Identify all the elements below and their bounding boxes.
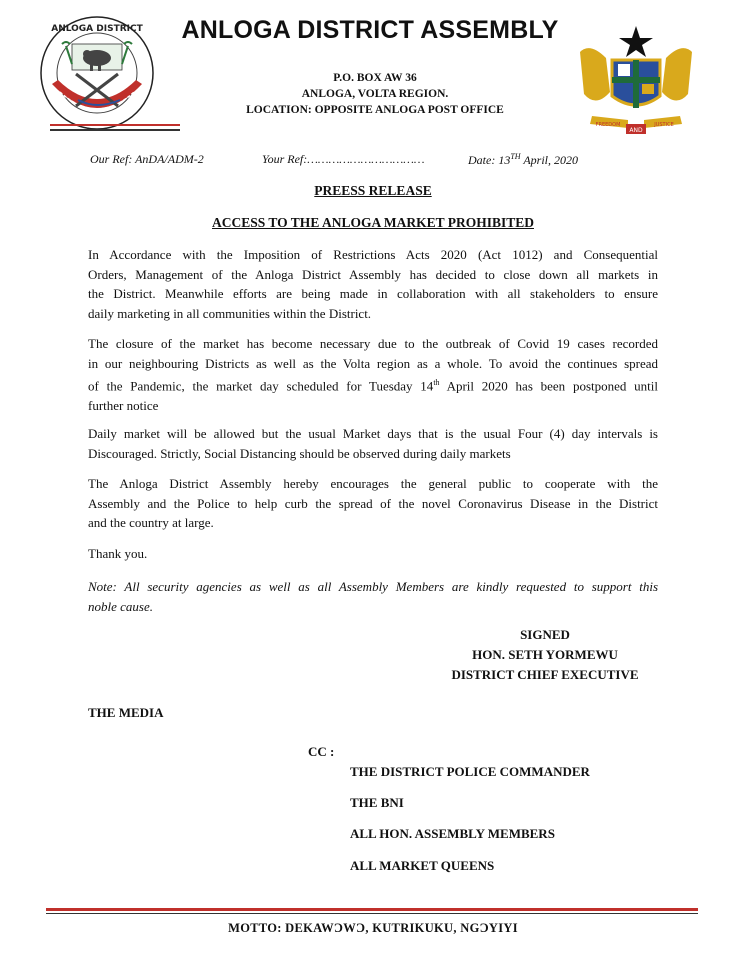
cc-item: ALL HON. ASSEMBLY MEMBERS: [350, 826, 555, 841]
emblem-top-text: ANLOGA DISTRICT: [51, 24, 143, 34]
address-line-1: P.O. BOX AW 36: [333, 72, 417, 84]
paragraph-4: [88, 474, 658, 533]
header-decorative-lines: [50, 124, 180, 134]
note-line: Note: All security agencies as well as all Assembly Members are kindly requested to support this: [88, 579, 658, 594]
paragraph-line: In Accordance with the Imposition of Restrictions Acts 2020 (Act 1012) and Consequential: [88, 247, 658, 262]
paragraph-line: Discouraged. Strictly, Social Distancing should be observed during daily markets: [88, 445, 511, 461]
crest-base-text: AND: [629, 127, 643, 134]
our-ref: Our Ref: AnDA/ADM-2: [90, 152, 204, 166]
paragraph-line: The closure of the market has become necessary due to the outbreak of Covid 19 cases recorded: [88, 336, 658, 351]
paragraph-1: [88, 245, 658, 323]
coat-of-arms-logo: [570, 22, 702, 140]
date: [468, 152, 578, 168]
date-suffix: April, 2020: [520, 153, 579, 167]
press-release-heading: PREESS RELEASE: [314, 183, 432, 198]
district-emblem-logo: [38, 14, 156, 132]
cc-label: CC :: [308, 744, 335, 759]
paragraph-line: in our neighbouring Districts as well as the Volta region as a whole. To avoid the continues spread: [88, 355, 658, 371]
subject-heading: ACCESS TO THE ANLOGA MARKET PROHIBITED: [212, 215, 534, 230]
crest-banner-left: FREEDOM: [595, 122, 621, 128]
paragraph-line: The Anloga District Assembly hereby encourages the general public to cooperate with the: [88, 476, 658, 491]
paragraph-text: of the Pandemic, the market day scheduled for Tuesday 14: [88, 378, 434, 394]
signatory-title: DISTRICT CHIEF EXECUTIVE: [451, 667, 639, 682]
signatory-name: HON. SETH YORMEWU: [472, 647, 618, 662]
motto: MOTTO: DEKAWƆWƆ, KUTRIKUKU, NGƆYIYI: [228, 921, 518, 935]
paragraph-text: April 2020 has been postponed until: [439, 378, 658, 394]
cc-item: THE DISTRICT POLICE COMMANDER: [350, 764, 590, 779]
crest-banner-right: JUSTICE: [654, 122, 674, 128]
note-line: noble cause.: [88, 598, 153, 614]
note-paragraph: [88, 577, 658, 616]
your-ref: Your Ref:……………………………: [262, 152, 425, 166]
paragraph-2: [88, 334, 658, 415]
paragraph-line: the District. Meanwhile efforts are being made in collaboration with all stakeholders to ensure: [88, 286, 658, 301]
paragraph-sup: th: [433, 378, 440, 387]
paragraph-line: and the country at large.: [88, 515, 214, 530]
footer-divider-dark: [46, 913, 698, 914]
paragraph-line: Orders, Management of the Anloga District Assembly has decided to close down all markets in: [88, 266, 658, 282]
date-prefix: Date: 13: [468, 153, 511, 167]
document-title: ANLOGA DISTRICT ASSEMBLY: [181, 16, 559, 44]
paragraph-3: [88, 424, 658, 463]
paragraph-line: daily marketing in all communities within the District.: [88, 305, 372, 321]
cc-item: THE BNI: [350, 795, 404, 810]
address-line-2: ANLOGA, VOLTA REGION.: [301, 88, 449, 100]
paragraph-line: [88, 373, 658, 396]
address-line-3: LOCATION: OPPOSITE ANLOGA POST OFFICE: [246, 104, 504, 116]
signed-label: SIGNED: [520, 627, 570, 642]
paragraph-line: further notice: [88, 397, 159, 413]
recipient: THE MEDIA: [88, 705, 164, 720]
paragraph-line: Daily market will be allowed but the usual Market days that is the usual Four (4) day intervals is: [88, 426, 658, 441]
thank-you-text: Thank you.: [88, 546, 148, 561]
date-suffix-sup: TH: [510, 152, 521, 161]
footer-divider-red: [46, 908, 698, 911]
cc-item: ALL MARKET QUEENS: [350, 858, 495, 873]
paragraph-line: Assembly and the Police to help curb the spread of the novel Coronavirus Disease in the District: [88, 495, 658, 511]
